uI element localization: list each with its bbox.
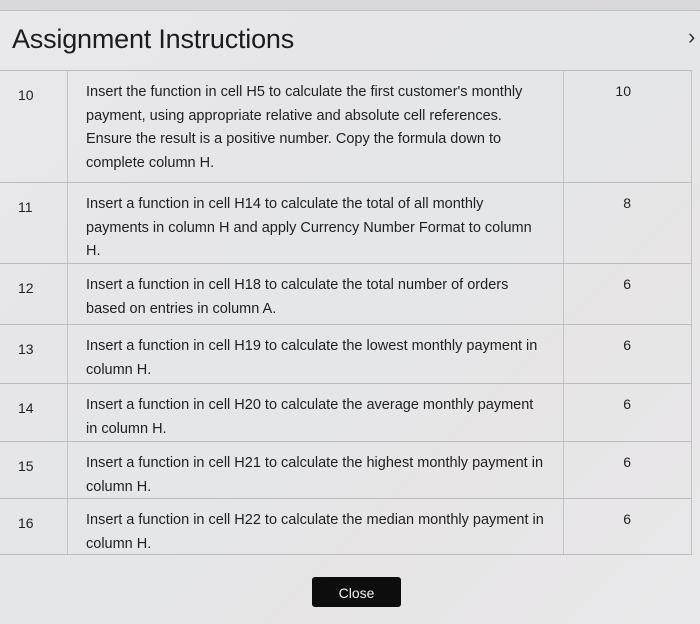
instruction-text: Insert a function in cell H20 to calculate the average monthly payment in column H. [86,397,534,437]
instruction-text: Insert the function in cell H5 to calculate the first customer's monthly payment, using appropriate relative and absolute cell references. Ensure the result is a positive number. Copy the formula down to complete column H. [86,84,523,171]
points-value: 6 [623,276,631,292]
step-number-cell [0,264,68,324]
step-number-cell [0,183,68,263]
instruction-text: Insert a function in cell H19 to calculate the lowest monthly payment in column H. [86,338,538,378]
step-number: 12 [18,280,34,296]
step-number: 10 [18,87,34,103]
step-number: 16 [18,515,34,531]
instructions-table [0,70,692,555]
table-row [0,384,692,442]
step-number-cell [0,71,68,182]
table-row [0,442,692,499]
points-value: 10 [615,83,631,99]
table-row [0,183,692,264]
points-cell [563,264,692,324]
step-number: 11 [18,199,33,215]
table-row [0,264,692,325]
step-number: 13 [18,341,34,357]
points-cell [563,442,692,498]
table-row [0,499,692,555]
points-value: 6 [623,454,631,470]
points-value: 6 [623,396,631,412]
dialog-title: Assignment Instructions [12,24,295,54]
step-number: 15 [18,458,34,474]
close-icon[interactable]: › [688,26,696,48]
table-row [0,71,692,183]
points-cell [563,71,692,182]
table-row [0,325,692,384]
points-value: 6 [623,337,631,353]
instruction-text: Insert a function in cell H14 to calculate the total of all monthly payments in column H and apply Currency Number Format to column H. [86,196,532,259]
points-value: 8 [623,195,631,211]
step-number-cell [0,384,68,441]
points-cell [563,384,692,441]
step-number: 14 [18,400,34,416]
points-cell [563,183,692,263]
points-value: 6 [623,511,631,527]
close-button[interactable]: Close [312,577,401,607]
top-strip [0,0,700,11]
instruction-text: Insert a function in cell H18 to calculate the total number of orders based on entries in column A. [86,277,509,317]
step-number-cell [0,499,68,554]
points-cell [563,325,692,383]
step-number-cell [0,442,68,498]
step-number-cell [0,325,68,383]
points-cell [563,499,692,554]
instruction-text: Insert a function in cell H21 to calculate the highest monthly payment in column H. [86,455,544,495]
instruction-text: Insert a function in cell H22 to calculate the median monthly payment in column H. [86,512,544,552]
